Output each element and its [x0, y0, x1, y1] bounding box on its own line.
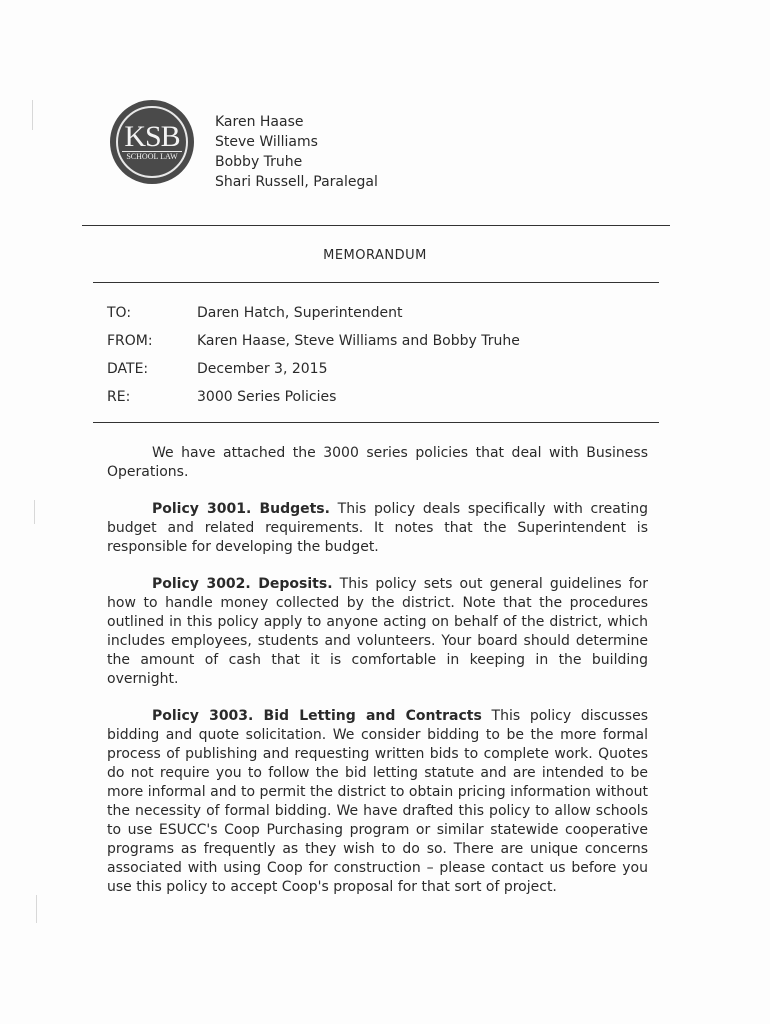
to-value: Daren Hatch, Superintendent	[197, 305, 403, 321]
memo-title: MEMORANDUM	[323, 248, 427, 263]
policy-3001-text: This policy deals specifically with creating budget and related requirements. It notes that the Superintendent is responsible for developing the budget.	[107, 501, 648, 555]
firm-name: Shari Russell, Paralegal	[215, 174, 378, 190]
firm-name: Bobby Truhe	[215, 154, 303, 170]
header-rule	[93, 422, 659, 423]
date-value: December 3, 2015	[197, 361, 328, 377]
firm-name: Karen Haase	[215, 114, 304, 130]
policy-3001-heading: Policy 3001. Budgets.	[152, 501, 330, 517]
policy-3003-heading: Policy 3003. Bid Letting and Contracts	[152, 708, 482, 724]
intro-paragraph	[107, 444, 648, 482]
header-re-row	[107, 387, 336, 407]
logo-text: KSB	[124, 120, 180, 153]
header-date-row	[107, 359, 327, 379]
logo-subtext: SCHOOL LAW	[122, 151, 182, 162]
re-value: 3000 Series Policies	[197, 389, 337, 405]
policy-3002-heading: Policy 3002. Deposits.	[152, 576, 333, 592]
re-label: RE:	[107, 389, 131, 405]
policy-3002-paragraph	[107, 575, 648, 689]
scan-margin-mark	[34, 500, 35, 524]
intro-text: We have attached the 3000 series policies that deal with Business Operations.	[107, 445, 648, 480]
from-label: FROM:	[107, 333, 153, 349]
policy-3001-paragraph	[107, 500, 648, 557]
firm-names	[215, 112, 378, 192]
scan-margin-mark	[36, 895, 37, 923]
title-rule	[93, 282, 659, 283]
date-label: DATE:	[107, 361, 149, 377]
scan-margin-mark	[32, 100, 33, 130]
policy-3003-text: This policy discusses bidding and quote solicitation. We consider bidding to be the more formal process of publishing and requesting written bids to complete work. Quotes do not require you to follow the bid letting statute and are intended to be more informal and to permit the district to obtain pricing information without the necessity of formal bidding. We have drafted this policy to allow schools to use ESUCC's Coop Purchasing program or similar statewide cooperative programs as frequently as they wish to do so. There are unique concerns associated with using Coop for construction – please contact us before you use this policy to accept Coop's proposal for that sort of project.	[107, 708, 649, 895]
policy-3003-paragraph	[107, 707, 648, 897]
policy-3002-text: This policy sets out general guidelines for how to handle money collected by the district. Note that the procedures outlined in this policy apply to anyone acting on behalf of the district, which includes employees, students and volunteers. Your board should determine the amount of cash that it is comfortable in keeping in the building overnight.	[107, 576, 648, 687]
header-from-row	[107, 331, 520, 351]
from-value: Karen Haase, Steve Williams and Bobby Truhe	[197, 333, 520, 349]
header-to-row	[107, 303, 402, 323]
top-rule	[82, 225, 670, 226]
firm-name: Steve Williams	[215, 134, 318, 150]
firm-logo	[110, 100, 194, 184]
to-label: TO:	[107, 305, 132, 321]
